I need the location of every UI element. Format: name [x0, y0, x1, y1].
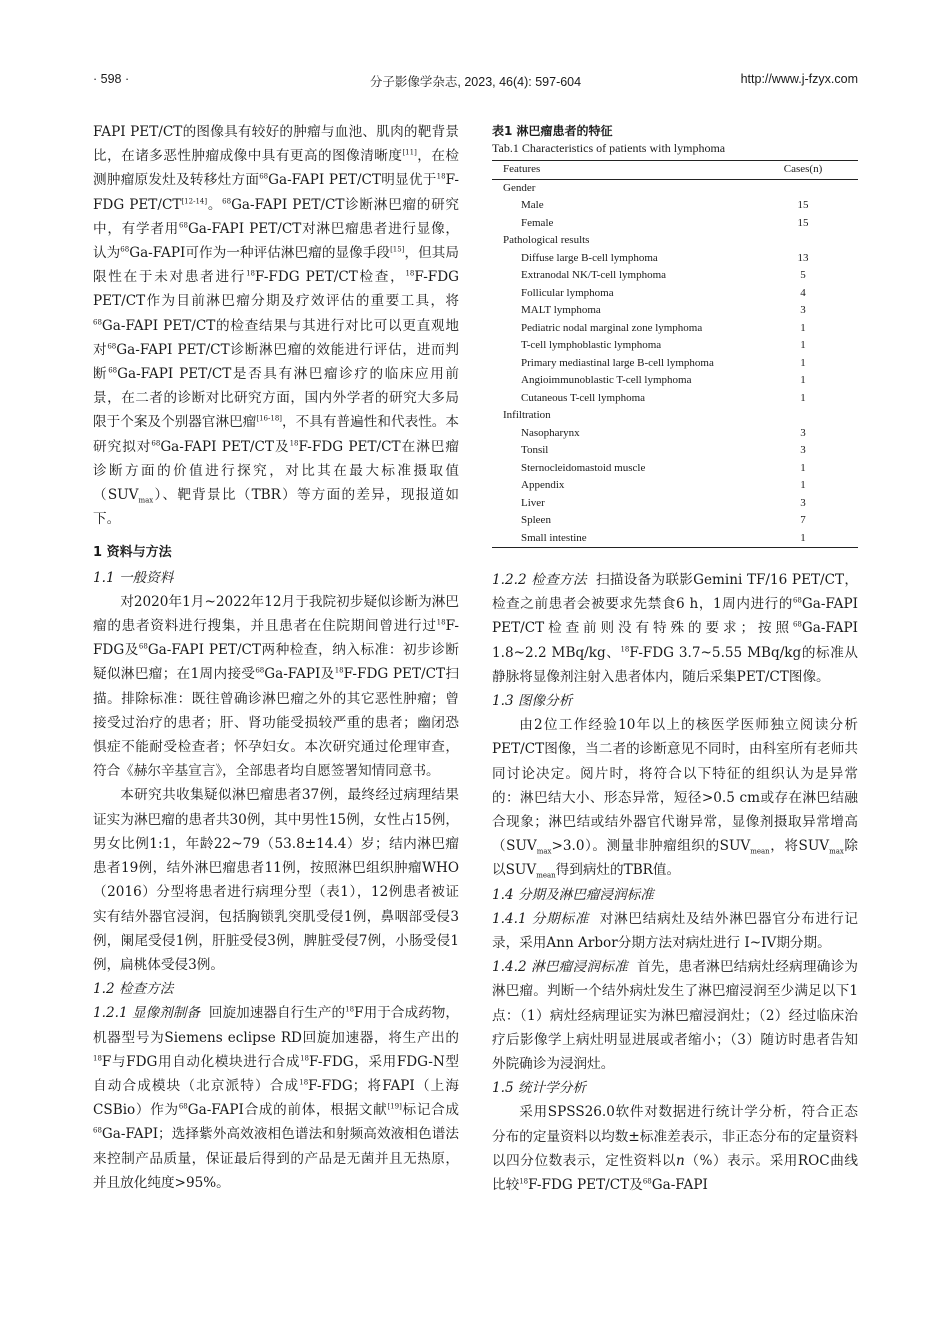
- row-feature: Pediatric nodal marginal zone lymphoma: [521, 321, 703, 334]
- section-1-1-paragraph-1: 对2020年1月~2022年12月于我院初步疑似诊断为淋巴瘤的患者资料进行搜集，并且患者在住院期间曾进行过$^{18}$F-FDG及$^{68}$Ga-FAPI PET/CT两种检查，纳入标准：初步诊断疑似淋巴瘤；在1周内接受$^{68}$Ga-FAPI及$^{18}$F-FDG PET/CT扫描。排除标准：既往曾确诊淋巴瘤之外的其它恶性肿瘤；曾接受过治疗的患者；肝、肾功能受损较严重的患者；幽闭恐惧症不能耐受检查者；怀孕妇女。本次研究通过伦理审查，符合《赫尔辛基宣言》，全部患者均自愿签署知情同意书。: [93, 593, 460, 780]
- table-1: [492, 122, 858, 548]
- section-1-4-1-title: 1.4.1 分期标准: [492, 910, 590, 927]
- table-row: [492, 512, 858, 530]
- table-title-en: Tab.1 Characteristics of patients with lymphoma: [492, 141, 726, 155]
- table-row: [492, 267, 858, 285]
- row-cases: 1: [800, 339, 806, 351]
- running-header: [93, 72, 858, 92]
- row-cases: 3: [800, 304, 806, 316]
- table-row: [492, 355, 858, 373]
- row-feature: Primary mediastinal large B-cell lymphoma: [521, 356, 714, 369]
- section-1-3-paragraph: 由2位工作经验10年以上的核医学医师独立阅读分析PET/CT图像，当二者的诊断意见不同时，由科室所有老师共同讨论决定。阅片时，将符合以下特征的组织认为是异常的：淋巴结大小、形态异常，短径>0.5 cm或存在淋巴结融合现象；淋巴结或结外器官代谢异常，显像剂摄取异常增高$(SUV_{max}>3.0)$。测量非肿瘤组织的$SUV_{mean}$，将$SUV_{max}$除以$SUV_{mean}$得到病灶的TBR值。: [492, 717, 858, 881]
- table-row: [492, 530, 858, 548]
- row-cases: 1: [800, 461, 806, 474]
- row-feature: Spleen: [521, 514, 551, 526]
- table-row: [492, 495, 858, 513]
- row-cases: [748, 179, 858, 197]
- row-feature: Tonsil: [521, 444, 549, 456]
- row-feature: Diffuse large B-cell lymphoma: [521, 251, 658, 264]
- table-row: [492, 372, 858, 390]
- intro-paragraph: FAPI PET/CT的图像具有较好的肿瘤与血池、肌肉的靶背景比，在诸多恶性肿瘤成像中具有更高的图像清晰度[11]，在检测肿瘤原发灶及转移灶方面$^{68}$Ga-FAPI PET/CT明显优于$^{18}$F-FDG PET/CT[12-14]。$^{68}$Ga-FAPI PET/CT诊断淋巴瘤的研究中，有学者用$^{68}$Ga-FAPI PET/CT对淋巴瘤患者进行显像，认为$^{68}$Ga-FAPI可作为一种评估淋巴瘤的显像手段[15]，但其局限性在于未对患者进行$^{18}$F-FDG PET/CT检查，$^{18}$F-FDG PET/CT作为目前淋巴瘤分期及疗效评估的重要工具，将$^{68}$Ga-FAPI PET/CT的检查结果与其进行对比可以更直观地对$^{68}$Ga-FAPI PET/CT诊断淋巴瘤的效能进行评估，进而判断$^{68}$Ga-FAPI PET/CT是否具有淋巴瘤诊疗的临床应用前景，在二者的诊断对比研究方面，国内外学者的研究大多局限于个案及个别器官淋巴瘤[16-18]，不具有普遍性和代表性。本研究拟对$^{68}$Ga-FAPI PET/CT及$^{18}$F-FDG PET/CT在淋巴瘤诊断方面的价值进行探究，对比其在最大标准摄取值$(SUV_{max})$、靶背景比（TBR）等方面的差异，现报道如下。: [93, 124, 460, 528]
- table-header-row: [492, 161, 858, 180]
- row-cases: [748, 232, 858, 250]
- row-feature: Gender: [503, 181, 536, 194]
- row-feature: Liver: [521, 496, 545, 509]
- table-row: [492, 390, 858, 408]
- page-number: · 598 ·: [93, 72, 130, 86]
- row-cases: 3: [800, 444, 806, 456]
- row-cases: [748, 407, 858, 425]
- table-row: [492, 215, 858, 233]
- row-feature: Female: [521, 216, 554, 229]
- row-feature: Small intestine: [521, 531, 587, 544]
- section-1-2-title: 1.2 检查方法: [93, 981, 174, 998]
- table-row: [492, 407, 858, 425]
- journal-url: http://www.j-fzyx.com: [740, 72, 858, 86]
- section-1-1-title: 1.1 一般资料: [93, 569, 174, 586]
- row-feature: Infiltration: [503, 409, 551, 421]
- row-cases: 1: [800, 356, 806, 369]
- table-row: [492, 320, 858, 338]
- row-cases: 1: [800, 531, 806, 544]
- section-1-2-1-paragraph: 1.2.1 显像剂制备 回旋加速器自行生产的$^{18}$F用于合成药物，机器型号为Siemens eclipse RD回旋加速器，将生产出的$^{18}$F与FDG用自动化模块进行合成$^{18}$F-FDG，采用FDG-N型自动合成模块（北京派特）合成$^{18}$F-FDG；将FAPI（上海CSBio）作为$^{68}$Ga-FAPI合成的前体，根据文献[19]标记合成$^{68}$Ga-FAPI；选择紫外高效液相色谱法和射频高效液相色谱法来控制产品质量，保证最后得到的产品是无菌并且无热原，并且放化纯度>95%。: [93, 1005, 460, 1191]
- section-1-title: 1 资料与方法: [93, 545, 172, 561]
- characteristics-table: [492, 160, 858, 548]
- row-feature: Follicular lymphoma: [521, 286, 614, 299]
- row-feature: MALT lymphoma: [521, 304, 601, 316]
- table-row: [492, 425, 858, 443]
- section-1-3-title: 1.3 图像分析: [492, 693, 573, 710]
- section-1-4-2-title: 1.4.2 淋巴瘤浸润标准: [492, 959, 628, 976]
- row-cases: 1: [800, 479, 806, 491]
- row-cases: 7: [800, 514, 806, 526]
- table-row: [492, 179, 858, 197]
- table-row: [492, 285, 858, 303]
- row-feature: T-cell lymphoblastic lymphoma: [521, 339, 662, 351]
- section-1-1-paragraph-2: 本研究共收集疑似淋巴瘤患者37例，最终经过病理结果证实为淋巴瘤的患者共30例，其中男性15例，女性占15例，男女比例1:1，年龄22~79（53.8±14.4）岁；结内淋巴瘤患者19例，结外淋巴瘤患者11例，按照淋巴组织肿瘤WHO（2016）分型将患者进行病理分型（表1），12例患者被证实有结外器官浸润，包括胸锁乳突肌受侵1例，鼻咽部受侵3例，阑尾受侵1例，肝脏受侵3例，脾脏受侵7例，小肠受侵1例，扁桃体受侵3例。: [93, 787, 459, 973]
- header-cases: Cases(n): [783, 163, 823, 175]
- row-cases: 1: [800, 321, 806, 334]
- row-feature: Cutaneous T-cell lymphoma: [521, 391, 646, 404]
- section-1-2-1-title: 1.2.1 显像剂制备: [93, 1005, 201, 1022]
- row-feature: Male: [521, 199, 544, 211]
- row-cases: 3: [800, 426, 806, 439]
- table-row: [492, 232, 858, 250]
- row-cases: 3: [800, 496, 806, 509]
- row-cases: 13: [797, 251, 809, 264]
- header-features: Features: [503, 163, 541, 175]
- section-1-5-title: 1.5 统计学分析: [492, 1080, 586, 1097]
- row-cases: 5: [800, 269, 806, 281]
- table-row: [492, 442, 858, 460]
- row-cases: 15: [797, 216, 809, 229]
- table-row: [492, 250, 858, 268]
- section-1-5-paragraph: 采用SPSS26.0软件对数据进行统计学分析，符合正态分布的定量资料以均数±标准差表示，非正态分布的定量资料以四分位数表示，定性资料以n（%）表示。采用ROC曲线比较$^{18}$F-FDG PET/CT及$^{68}$Ga-FAPI: [492, 1104, 858, 1194]
- section-1-4-title: 1.4 分期及淋巴瘤浸润标准: [492, 886, 654, 903]
- row-cases: 4: [800, 286, 806, 299]
- row-feature: Appendix: [521, 479, 565, 491]
- row-feature: Nasopharynx: [521, 426, 580, 439]
- table-row: [492, 477, 858, 495]
- row-feature: Extranodal NK/T-cell lymphoma: [521, 269, 667, 281]
- table-row: [492, 302, 858, 320]
- left-column: [93, 120, 459, 1195]
- table-row: [492, 460, 858, 478]
- row-cases: 1: [800, 374, 806, 386]
- table-row: [492, 337, 858, 355]
- section-1-2-2-paragraph: 1.2.2 检查方法 扫描设备为联影Gemini TF/16 PET/CT，检查之前患者会被要求先禁食6 h，1周内进行的$^{68}$Ga-FAPI PET/CT检查前则没有特殊的要求；按照$^{68}$Ga-FAPI 1.8~2.2 MBq/kg、$^{18}$F-FDG 3.7~5.55 MBq/kg的标准从静脉将显像剂注射入患者体内，随后采集PET/CT图像。: [492, 572, 859, 685]
- section-1-2-2-title: 1.2.2 检查方法: [492, 572, 587, 588]
- table-row: [492, 197, 858, 215]
- row-feature: Angioimmunoblastic T-cell lymphoma: [521, 374, 692, 386]
- row-cases: 15: [797, 199, 809, 211]
- right-column: [492, 568, 858, 1197]
- table-title-cn: 表1 淋巴瘤患者的特征: [492, 124, 613, 138]
- row-cases: 1: [800, 391, 806, 404]
- section-1-4-1-paragraph: 1.4.1 分期标准 对淋巴结病灶及结外淋巴器官分布进行记录，采用Ann Arbor分期方法对病灶进行 I~IV期分期。: [492, 910, 858, 952]
- section-1-4-2-paragraph: 1.4.2 淋巴瘤浸润标准 首先，患者淋巴结病灶经病理确诊为淋巴瘤。判断一个结外病灶发生了淋巴瘤浸润至少满足以下1点：（1）病灶经病理证实为淋巴瘤浸润灶；（2）经过临床治疗后影像学上病灶明显进展或者缩小；（3）随访时患者告知外院确诊为浸润灶。: [492, 959, 858, 1073]
- row-feature: Sternocleidomastoid muscle: [521, 461, 646, 474]
- journal-citation: 分子影像学杂志, 2023, 46(4): 597-604: [369, 75, 582, 89]
- row-feature: Pathological results: [503, 234, 590, 246]
